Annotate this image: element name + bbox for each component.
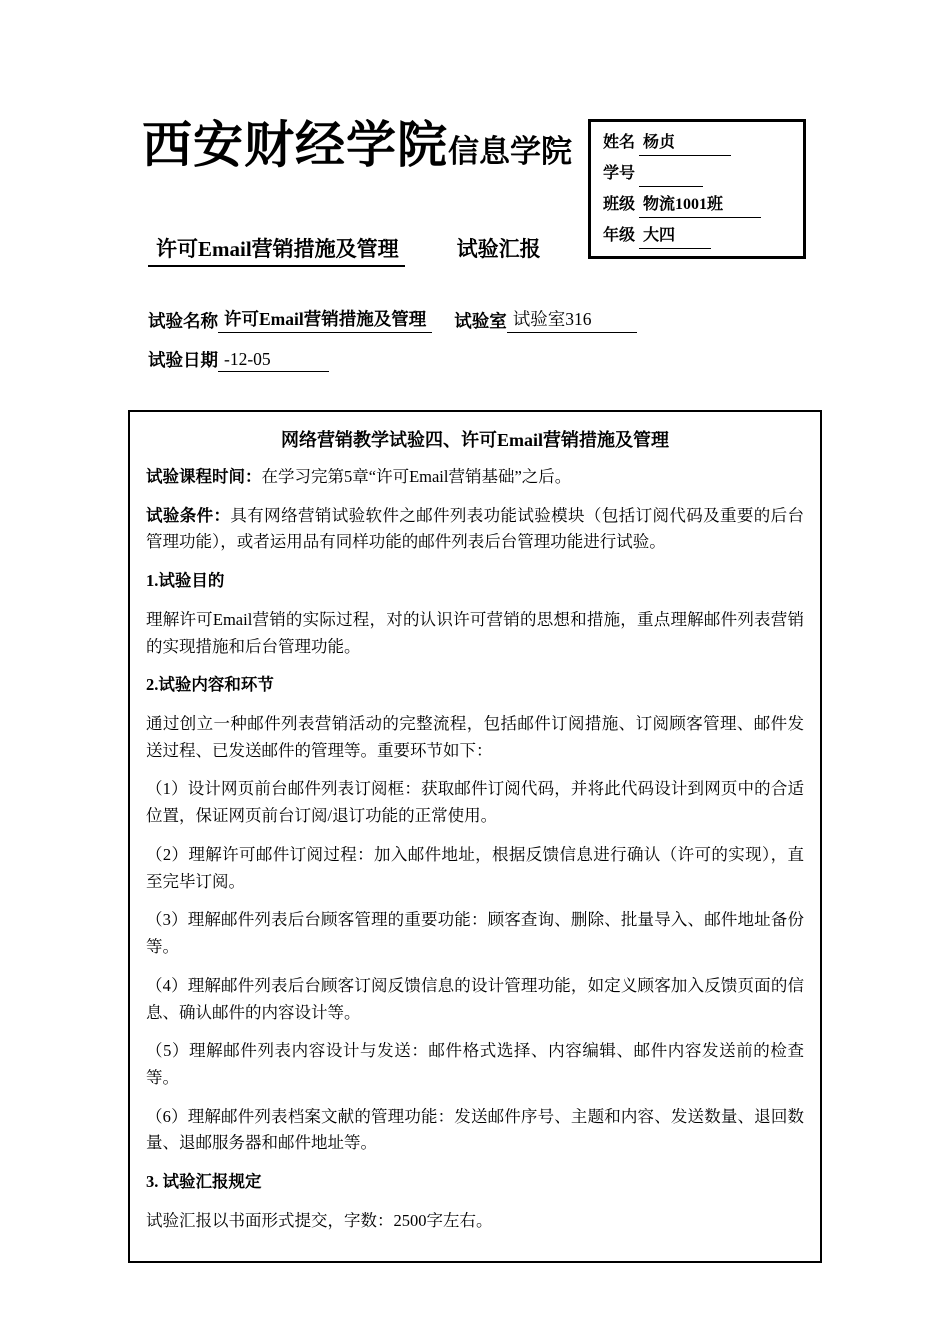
report-paragraph: （6）理解邮件列表档案文献的管理功能：发送邮件序号、主题和内容、发送数量、退回数量、退邮服务器和邮件地址等。 bbox=[146, 1106, 804, 1153]
report-paragraph: （4）理解邮件列表后台顾客订阅反馈信息的设计管理功能，如定义顾客加入反馈页面的信息、确认邮件的内容设计等。 bbox=[146, 975, 804, 1022]
id-value bbox=[639, 167, 703, 187]
report-paragraphs bbox=[146, 464, 804, 1235]
meta-line-date bbox=[148, 347, 329, 372]
date-label: 试验日期 bbox=[148, 350, 218, 370]
report-paragraph: 通过创立一种邮件列表营销活动的完整流程，包括邮件订阅措施、订阅顾客管理、邮件发送过程、已发送邮件的管理等。重要环节如下： bbox=[146, 714, 804, 760]
name-label: 姓名 bbox=[603, 134, 636, 151]
report-box bbox=[128, 410, 822, 1263]
department-name: 信息学院 bbox=[448, 134, 572, 169]
meta-line-name-lab bbox=[148, 306, 637, 333]
info-row-grade bbox=[603, 223, 793, 254]
info-row-name bbox=[603, 130, 793, 161]
school-title-line bbox=[142, 117, 572, 173]
report-paragraph: 试验课程时间：在学习完第5章“许可Email营销基础”之后。 bbox=[146, 467, 572, 486]
lab-label: 试验室 bbox=[454, 311, 507, 331]
class-value: 物流1001班 bbox=[639, 193, 761, 218]
class-label: 班级 bbox=[603, 196, 636, 213]
date-value: -12-05 bbox=[218, 349, 329, 372]
exp-name-label: 试验名称 bbox=[148, 311, 218, 331]
report-subtitle bbox=[148, 233, 541, 267]
report-paragraph: 理解许可Email营销的实际过程，对的认识许可营销的思想和措施，重点理解邮件列表营销的实现措施和后台管理功能。 bbox=[146, 609, 804, 656]
report-paragraph: （5）理解邮件列表内容设计与发送：邮件格式选择、内容编辑、邮件内容发送前的检查等。 bbox=[146, 1041, 804, 1087]
id-label: 学号 bbox=[603, 165, 636, 182]
grade-value: 大四 bbox=[639, 224, 711, 249]
name-value: 杨贞 bbox=[639, 131, 731, 156]
report-paragraph: （1）设计网页前台邮件列表订阅框：获取邮件订阅代码，并将此代码设计到网页中的合适位置，保证网页前台订阅/退订功能的正常使用。 bbox=[146, 779, 804, 826]
subtitle-rest: 试验汇报 bbox=[456, 237, 541, 261]
report-paragraph: （3）理解邮件列表后台顾客管理的重要功能：顾客查询、删除、批量导入、邮件地址备份等。 bbox=[146, 910, 804, 957]
grade-label: 年级 bbox=[603, 227, 636, 244]
report-heading: 3. 试验汇报规定 bbox=[146, 1172, 262, 1192]
subtitle-underlined: 许可Email营销措施及管理 bbox=[148, 233, 405, 267]
report-heading: 2.试验内容和环节 bbox=[146, 675, 274, 695]
info-row-class bbox=[603, 192, 793, 223]
exp-name-value: 许可Email营销措施及管理 bbox=[218, 306, 432, 333]
student-info-box bbox=[588, 119, 806, 259]
report-title: 网络营销教学试验四、许可Email营销措施及管理 bbox=[281, 430, 669, 450]
report-heading: 1.试验目的 bbox=[146, 571, 225, 591]
report-paragraph: 试验条件：具有网络营销试验软件之邮件列表功能试验模块（包括订阅代码及重要的后台管理功能），或者运用品有同样功能的邮件列表后台管理功能进行试验。 bbox=[146, 505, 805, 552]
lab-value: 试验室316 bbox=[507, 306, 638, 333]
report-paragraph: （2）理解许可邮件订阅过程：加入邮件地址，根据反馈信息进行确认（许可的实现），直至完毕订阅。 bbox=[146, 844, 804, 891]
report-paragraph: 试验汇报以书面形式提交，字数：2500字左右。 bbox=[146, 1210, 493, 1230]
info-row-id bbox=[603, 161, 793, 192]
school-name: 西安财经学院 bbox=[142, 117, 448, 173]
